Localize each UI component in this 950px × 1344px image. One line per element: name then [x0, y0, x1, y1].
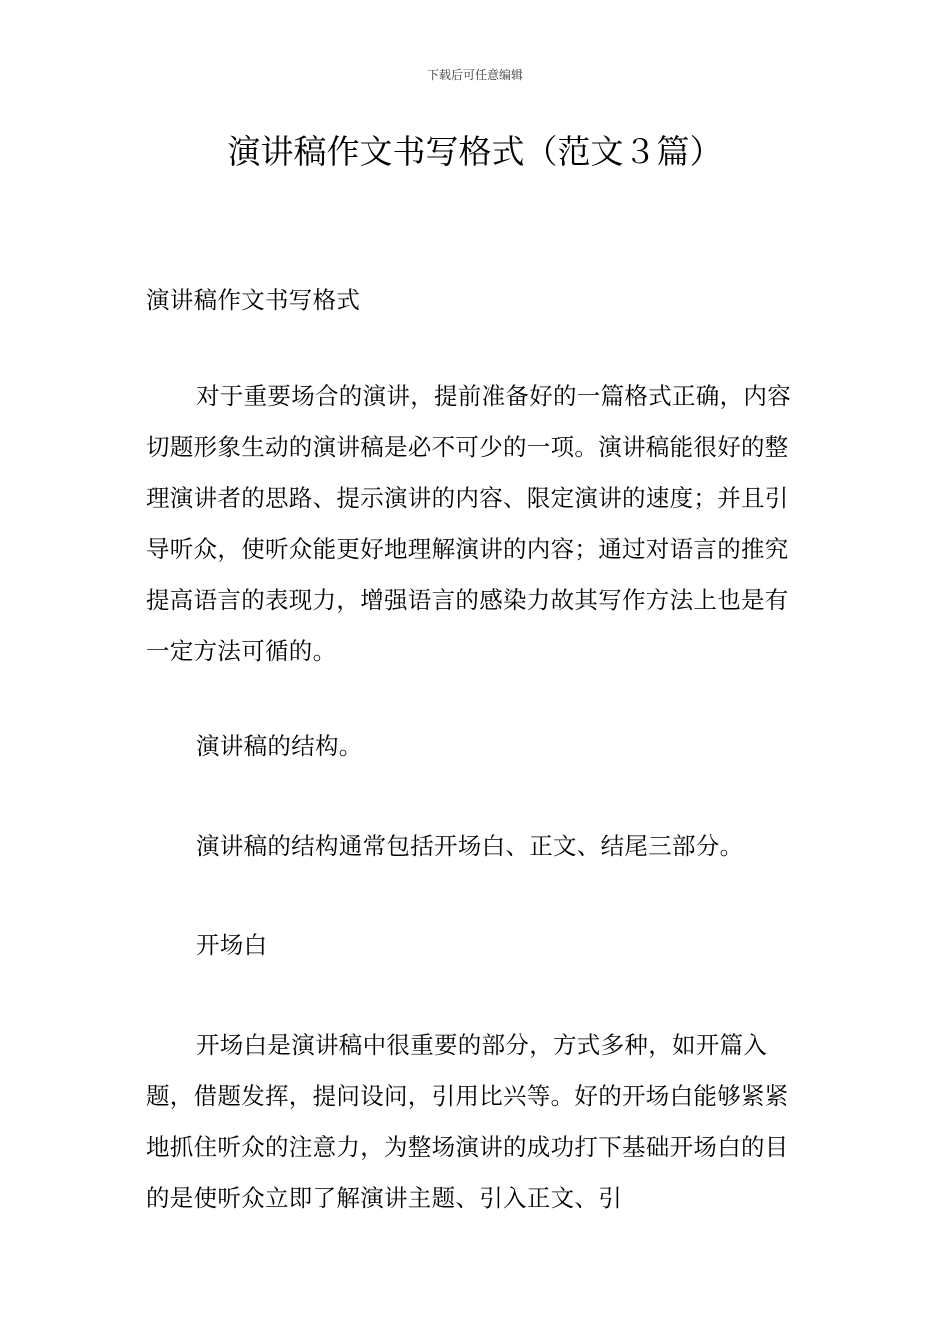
- paragraph-structure-heading: 演讲稿的结构。: [196, 732, 363, 760]
- paragraph-intro: 对于重要场合的演讲，提前准备好的一篇格式正确，内容切题形象生动的演讲稿是必不可少的一项。演讲稿能很好的整理演讲者的思路、提示演讲的内容、限定演讲的速度；并且引导听众，使听众能更好地理解演讲的内容；通过对语言的推究提高语言的表现力，增强语言的感染力故其写作方法上也是有一定方法可循的。: [146, 382, 791, 665]
- section-heading: 演讲稿作文书写格式: [146, 286, 361, 314]
- paragraph-structure-desc: 演讲稿的结构通常包括开场白、正文、结尾三部分。: [196, 832, 744, 860]
- paragraph-opening-heading: 开场白: [196, 931, 268, 959]
- download-note: 下载后可任意编辑: [426, 68, 523, 82]
- paragraph-opening-desc: 开场白是演讲稿中很重要的部分，方式多种，如开篇入题，借题发挥，提问设问，引用比兴等。好的开场白能够紧紧地抓住听众的注意力，为整场演讲的成功打下基础开场白的目的是使听众立即了解演讲主题、引入正文、引: [146, 1031, 789, 1212]
- document-title: 演讲稿作文书写格式（范文３篇）: [227, 132, 723, 171]
